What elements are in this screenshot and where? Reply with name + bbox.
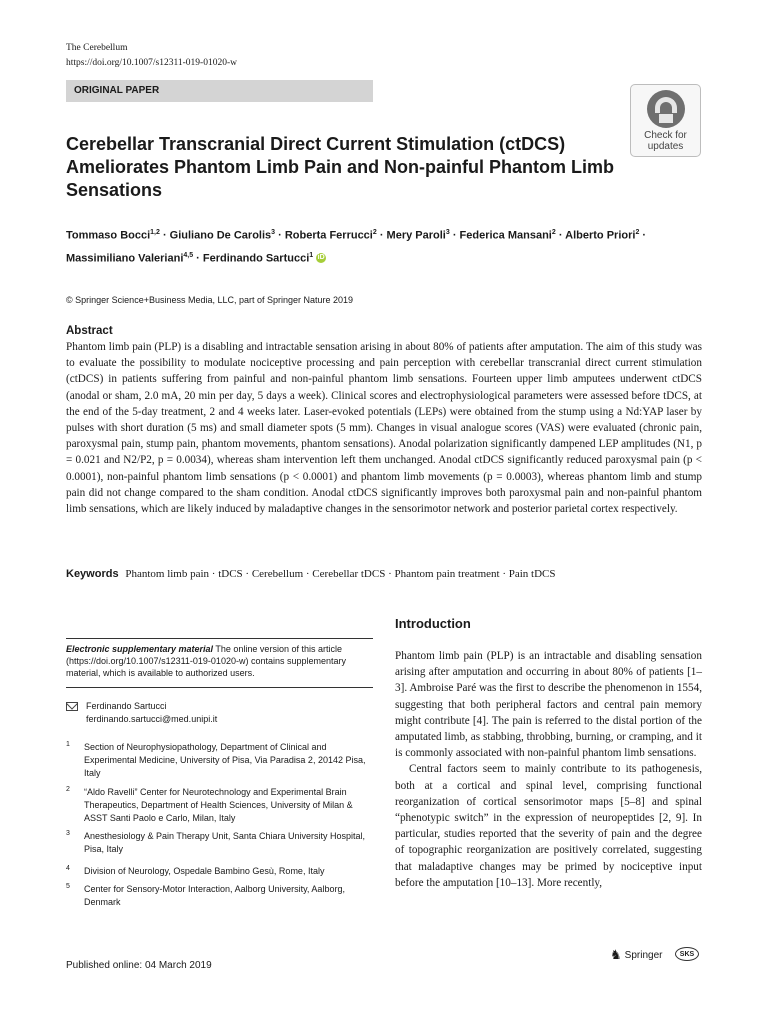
esm-label: Electronic supplementary material [66, 644, 214, 654]
intro-paragraph-2: Central factors seem to mainly contribute to its pathogenesis, both at a cortical and spinal level, comprising functional reorganization of cortical sensorimotor maps [5–8] and spinal “phenotypic switch” in the expression of neuropeptides [2, 9]. In particular, studies reported that the severity of pain and the degree of topographic reorganization are positively correlated, suggesting that maladaptive changes may be primed by nociceptive input before the amputation [10–13]. More recently, [395, 763, 702, 889]
society-logo: SKS [675, 947, 699, 961]
keywords-label: Keywords [66, 568, 119, 580]
affiliation [66, 830, 366, 856]
correspondence-email[interactable]: ferdinando.sartucci@med.unipi.it [86, 714, 218, 724]
correspondence [66, 700, 217, 726]
keywords [66, 567, 706, 582]
journal-doi[interactable]: https://doi.org/10.1007/s12311-019-01020-w [66, 58, 237, 68]
envelope-icon [66, 702, 78, 711]
esm-text: The online version of this article (https://doi.org/10.1007/s12311-019-01020-w) contains supplementary material, which is available to authorized users. [66, 644, 347, 678]
copyright-text: Springer Science+Business Media, LLC, part of Springer Nature 2019 [75, 295, 354, 305]
affiliation-number: 4 [66, 865, 70, 872]
author-name: Giuliano De Carolis [169, 229, 272, 242]
affiliation-number: 5 [66, 883, 70, 890]
crossmark-label-1: Check for [644, 130, 687, 141]
author-name: Tommaso Bocci [66, 229, 151, 242]
author-name: Massimiliano Valeriani [66, 252, 184, 265]
author-name: Alberto Priori [565, 229, 636, 242]
keywords-list: Phantom limb pain · tDCS · Cerebellum · Cerebellar tDCS · Phantom pain treatment · Pain tDCS [125, 568, 556, 580]
author-affiliation-mark: 2 [551, 229, 556, 236]
divider [66, 687, 373, 688]
published-date: Published online: 04 March 2019 [66, 960, 212, 971]
author-affiliation-mark: 3 [445, 229, 450, 236]
check-for-updates-badge[interactable] [630, 84, 701, 157]
affiliation [66, 883, 366, 909]
article-title: Cerebellar Transcranial Direct Current Stimulation (ctDCS) Ameliorates Phantom Limb Pain and Non-painful Phantom Limb Sensations [66, 134, 615, 200]
correspondence-name: Ferdinando Sartucci [86, 701, 167, 711]
publisher-name: Springer [624, 949, 663, 961]
crossmark-icon [647, 90, 685, 128]
affiliation-text: Anesthesiology & Pain Therapy Unit, Santa Chiara University Hospital, Pisa, Italy [84, 831, 365, 854]
affiliation-text: Section of Neurophysiopathology, Department of Clinical and Experimental Medicine, University of Pisa, Via Paradisa 2, 20142 Pisa, Italy [84, 742, 366, 778]
affiliation-text: Division of Neurology, Ospedale Bambino Gesù, Rome, Italy [84, 866, 325, 876]
copyright-line [66, 294, 353, 306]
copyright-icon: © [66, 295, 73, 305]
introduction-heading: Introduction [395, 616, 471, 631]
affiliation-number: 3 [66, 830, 70, 837]
author-name: Mery Paroli [386, 229, 446, 242]
author-affiliation-mark: 4,5 [183, 251, 194, 259]
crossmark-label-2: updates [647, 141, 684, 152]
author-affiliation-mark: 3 [271, 229, 276, 236]
affiliation [66, 865, 366, 878]
affiliation [66, 786, 366, 825]
affiliation-text: “Aldo Ravelli” Center for Neurotechnology and Experimental Brain Therapeutics, Department of Health Sciences, University of Milan & ASST Santi Paolo e Carlo, Milan, Italy [84, 787, 353, 823]
springer-logo [610, 947, 662, 963]
abstract-heading: Abstract [66, 325, 113, 337]
abstract-text: Phantom limb pain (PLP) is a disabling and intractable sensation arising in about 80% of patients after amputation. The aim of this study was to evaluate the possibility to modulate nociceptive processing and pain perception with cerebellar transcranial direct current stimulation (ctDCS) in patients suffering from painful and non-painful phantom limb sensations. Fourteen upper limb amputees underwent ctDCS (anodal or sham, 2.0 mA, 20 min per day, 5 days a week). Clinical scores and electrophysiological parameters were assessed before tDCS, at the end of the 5-day treatment, 2 and 4 weeks later. Laser-evoked potentials (LEPs) were obtained from the stump using a Nd:YAP laser by pulses with short duration (5 ms) and small diameter spots (5 mm). Changes in visual analogue scores (VAS) were evaluated (chronic pain, paroxysmal pain, stump pain, phantom movements, phantom sensations). Anodal polarization significantly dampened LEP amplitudes (N1, p = 0.021 and N2/P2, p = 0.0034), whereas sham intervention left them unchanged. Anodal ctDCS significantly reduced paroxysmal pain (p < 0.0001), non-painful phantom limb sensations (p < 0.0001) and phantom limb movements (p = 0.0003), whereas phantom limb and stump pain did not change compared to the sham condition. Anodal ctDCS significantly improves both paroxysmal pain and non-painful phantom limb sensations, which are likely induced by maladaptive changes in the sensorimotor network and posterior parietal cortex respectively. [66, 341, 702, 516]
author-name: Roberta Ferrucci [284, 229, 373, 242]
journal-header [66, 41, 237, 71]
orcid-icon[interactable]: iD [317, 254, 325, 262]
journal-name: The Cerebellum [66, 43, 128, 53]
author-list: Tommaso Bocci$^{1,2}$ · Giuliano De Carolis$^3$ · Roberta Ferrucci$^2$ · Mery Paroli$^3$ · Federica Mansani$^2$ · Alberto Priori$^2$ · Massimiliano Valeriani$^{4,5}$ · Ferdinando Sartucci$^1$ iD [66, 229, 647, 265]
affiliation [66, 741, 366, 780]
author-affiliation-mark: 1 [309, 251, 314, 259]
author-affiliation-mark: 2 [635, 229, 640, 236]
affiliation-number: 1 [66, 741, 70, 748]
article-type-banner: ORIGINAL PAPER [66, 80, 373, 102]
author-name: Federica Mansani [459, 229, 552, 242]
affiliation-text: Center for Sensory-Motor Interaction, Aalborg University, Aalborg, Denmark [84, 884, 345, 907]
supplementary-material-note [66, 638, 373, 679]
author-name: Ferdinando Sartucci [202, 252, 310, 265]
author-affiliation-mark: 2 [372, 229, 377, 236]
affiliation-number: 2 [66, 786, 70, 793]
author-affiliation-mark: 1,2 [150, 229, 160, 236]
springer-horse-icon: ♞ [610, 947, 622, 962]
intro-paragraph-1: Phantom limb pain (PLP) is an intractable and disabling sensation arising after amputation and occurring in about 80% of patients [1–3]. Ambroise Paré was the first to describe the phenomenon in 1554, suggesting that both peripheral factors and central pain memory might contribute [4]. The pain is referred to the distal portion of the amputated limb, as stabbing, throbbing, burning, or cramping, and it is commonly associated with non-painful phantom limb sensations. [395, 650, 702, 760]
introduction-body [395, 648, 702, 891]
